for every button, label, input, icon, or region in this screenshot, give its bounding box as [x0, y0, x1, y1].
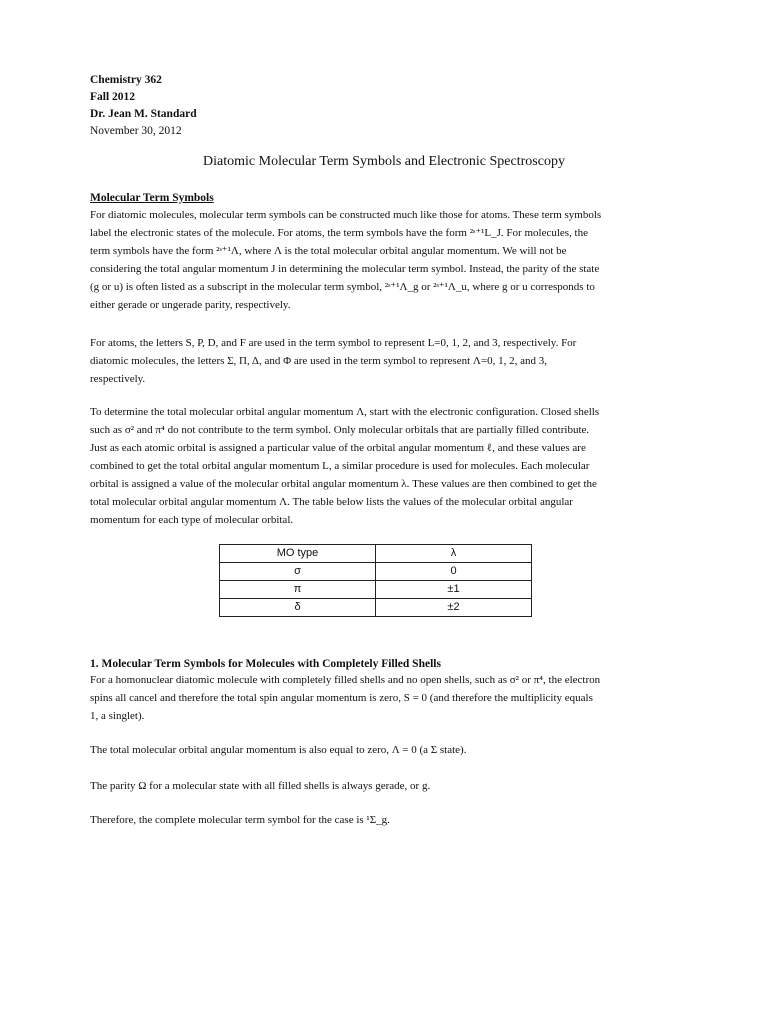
intro-line: (g or u) is often listed as a subscript in the molecular term symbol, ²ˢ⁺¹Λ_g or ²ˢ⁺¹Λ_u, where g or u corresponds to: [90, 281, 595, 293]
table-header-cell: λ: [376, 545, 532, 563]
intro-line: For diatomic molecules, molecular term symbols can be constructed much like those for atoms. These term symbols: [90, 209, 602, 221]
author: Dr. Jean M. Standard: [90, 108, 197, 120]
lambda-line: such as σ² and π⁴ do not contribute to the term symbol. Only molecular orbitals that are partially filled contribute.: [90, 424, 590, 436]
section1-line: spins all cancel and therefore the total spin angular momentum is zero, S = 0 (and therefore the multiplicity equals: [90, 692, 593, 704]
letters-line: For atoms, the letters S, P, D, and F are used in the term symbol to represent L=0, 1, 2, and 3, respectively. For: [90, 337, 577, 349]
term: Fall 2012: [90, 91, 136, 103]
table-header-cell: MO type: [220, 545, 376, 563]
document-header: [90, 72, 197, 140]
table-header-row: [220, 545, 532, 563]
letters-line: diatomic molecules, the letters Σ, Π, Δ, and Φ are used in the term symbol to represent Λ=0, 1, 2, and 3,: [90, 355, 547, 367]
lambda-line: total molecular orbital angular momentum Λ. The table below lists the values of the molecular orbital angular: [90, 496, 573, 508]
table-cell: ±2: [376, 599, 532, 617]
table-row: [220, 563, 532, 581]
letters-line: respectively.: [90, 373, 146, 385]
lambda-line: Just as each atomic orbital is assigned a particular value of the orbital angular momentum ℓ, and these values are: [90, 442, 586, 454]
lambda-zero-paragraph: [90, 741, 678, 759]
parity-line: The parity Ω for a molecular state with all filled shells is always gerade, or g.: [90, 780, 431, 792]
intro-paragraph: [90, 206, 678, 314]
intro-line: either gerade or ungerade parity, respectively.: [90, 299, 291, 311]
parity-paragraph: [90, 777, 678, 795]
intro-line: label the electronic states of the molecule. For atoms, the term symbols have the form ²ˢ⁺¹L_J. For molecules, the: [90, 227, 588, 239]
section1-heading: 1. Molecular Term Symbols for Molecules with Completely Filled Shells: [90, 658, 441, 670]
section-heading: Molecular Term Symbols: [90, 192, 214, 204]
lambda-line: To determine the total molecular orbital angular momentum Λ, start with the electronic configuration. Closed shells: [90, 406, 600, 418]
table-cell: δ: [220, 599, 376, 617]
conclusion-line: Therefore, the complete molecular term symbol for the case is ¹Σ_g.: [90, 814, 390, 826]
table-cell: 0: [376, 563, 532, 581]
table-cell: σ: [220, 563, 376, 581]
conclusion-paragraph: [90, 811, 678, 829]
letters-paragraph: [90, 334, 678, 388]
table-cell: π: [220, 581, 376, 599]
intro-line: term symbols have the form ²ˢ⁺¹Λ, where Λ is the total molecular orbital angular momentum. We will not be: [90, 245, 567, 257]
table-row: [220, 581, 532, 599]
date: November 30, 2012: [90, 125, 182, 137]
table-row: [220, 599, 532, 617]
lambda-zero-line: The total molecular orbital angular momentum is also equal to zero, Λ = 0 (a Σ state).: [90, 744, 467, 756]
lambda-line: orbital is assigned a value of the molecular orbital angular momentum λ. These values are then combined to get the: [90, 478, 597, 490]
section1-paragraph: [90, 671, 678, 725]
table-cell: ±1: [376, 581, 532, 599]
intro-line: considering the total angular momentum J in determining the molecular term symbol. Instead, the parity of the state: [90, 263, 600, 275]
course-name: Chemistry 362: [90, 74, 162, 86]
section1-line: For a homonuclear diatomic molecule with completely filled shells and no open shells, such as σ² or π⁴, the electron: [90, 674, 601, 686]
lambda-line: momentum for each type of molecular orbital.: [90, 514, 294, 526]
mo-type-table: [219, 544, 532, 617]
lambda-paragraph: [90, 403, 678, 529]
lambda-line: combined to get the total orbital angular momentum L, a similar procedure is used for molecules. Each molecular: [90, 460, 590, 472]
section1-line: 1, a singlet).: [90, 710, 145, 722]
page-title: Diatomic Molecular Term Symbols and Electronic Spectroscopy: [203, 154, 565, 169]
